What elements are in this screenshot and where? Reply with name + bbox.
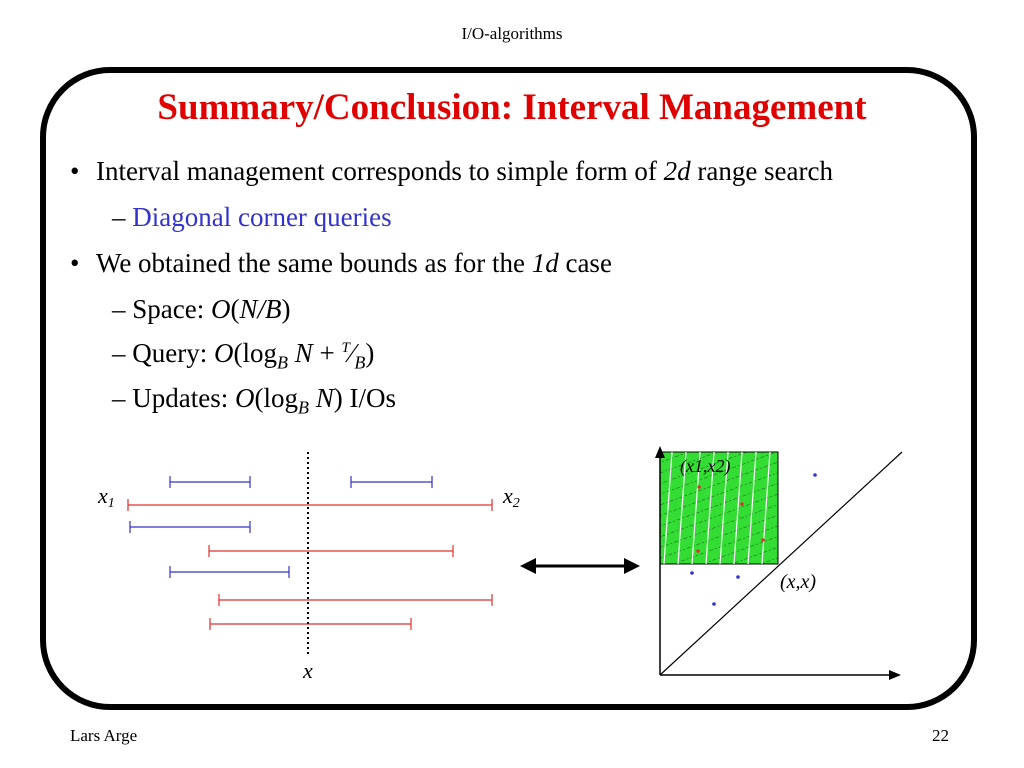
footer-author: Lars Arge	[70, 726, 138, 745]
interval-red	[128, 499, 492, 511]
interval-red	[210, 618, 411, 630]
point	[761, 538, 765, 542]
point	[712, 602, 716, 606]
slide-header: I/O-algorithms	[461, 24, 563, 43]
point	[690, 571, 694, 575]
query-corner-label: (x1,x2)	[680, 456, 731, 476]
x-axis-arrow	[889, 670, 901, 680]
bullet-marker: •	[70, 248, 80, 278]
interval-blue	[170, 476, 250, 488]
footer-page-number: 22	[932, 726, 949, 745]
x1-label: x1	[98, 483, 115, 511]
point	[696, 549, 700, 553]
x-label: x	[303, 658, 313, 683]
space-formula: O(N/B)	[210, 294, 291, 324]
subbullet-diagonal-corner: – Diagonal corner queries	[112, 202, 392, 232]
interval-blue	[130, 521, 250, 533]
point	[813, 473, 817, 477]
updates-suffix: I/Os	[342, 383, 396, 413]
space-label: Space:	[132, 294, 211, 324]
interval-blue	[170, 566, 289, 578]
x2-label: x2	[503, 483, 520, 511]
bullet-text-tail: case	[558, 248, 612, 278]
interval-red	[219, 594, 492, 606]
query-formula: $O(\log_B$ $N + ^T⁄_B$)	[213, 338, 375, 373]
slide-title: Summary/Conclusion: Interval Management	[157, 87, 867, 128]
interval-red	[209, 545, 453, 557]
interval-set	[128, 452, 492, 656]
subbullet-updates: – Updates: $O(\log_B$ N) I/Os	[112, 383, 396, 418]
range-plot	[655, 446, 902, 680]
bullet-text: Interval management corresponds to simple form of	[96, 156, 664, 186]
double-arrow	[520, 558, 640, 574]
point	[697, 485, 701, 489]
bullet-text: We obtained the same bounds as for the	[96, 248, 532, 278]
point	[740, 502, 744, 506]
diagonal-label: (x,x)	[780, 571, 817, 593]
bullet-text-tail: range search	[690, 156, 834, 186]
bullet-emphasis: 1d	[531, 248, 559, 278]
subbullet-text: Diagonal corner queries	[132, 202, 392, 232]
point	[736, 575, 740, 579]
updates-label: Updates:	[132, 383, 235, 413]
subbullet-space: – Space: O(N/B)	[112, 294, 291, 324]
interval-blue	[351, 476, 432, 488]
updates-formula: $O(\log_B$ N)	[234, 383, 343, 418]
subbullet-query: – Query: $O(\log_B$ $N + ^T⁄_B$)	[112, 338, 375, 373]
bullet-emphasis: 2d	[663, 156, 691, 186]
query-label: Query:	[132, 338, 214, 368]
bullet-marker: •	[70, 156, 80, 186]
